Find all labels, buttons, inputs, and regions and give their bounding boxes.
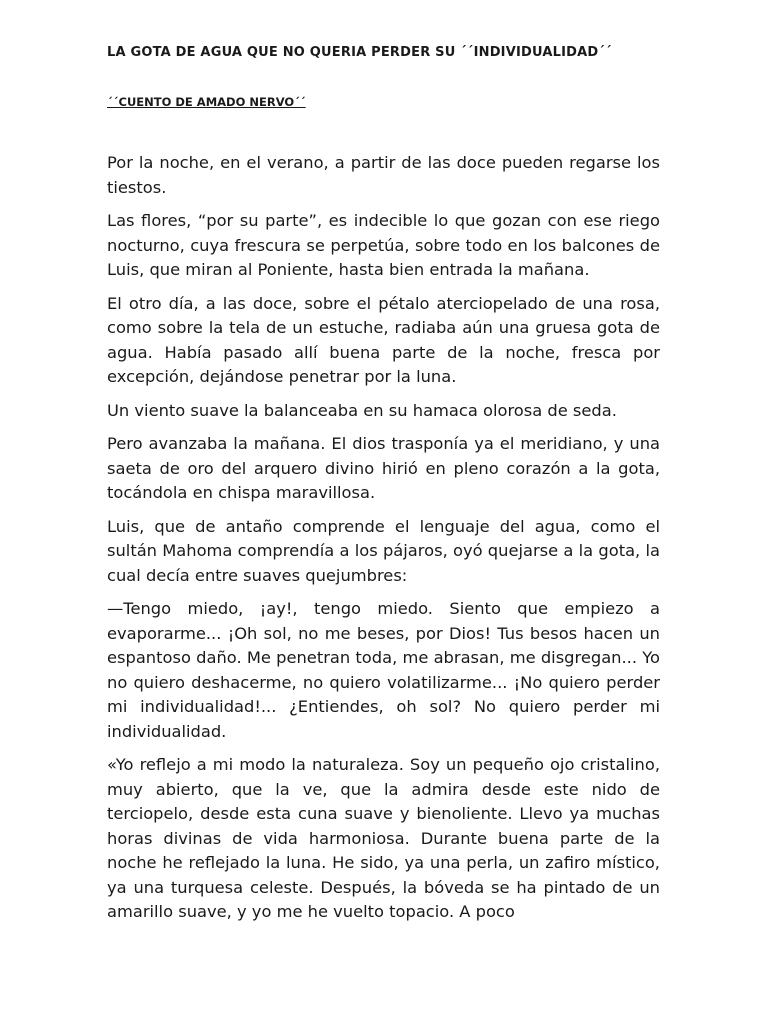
- paragraph: —Tengo miedo, ¡ay!, tengo miedo. Siento que empiezo a evaporarme... ¡Oh sol, no me beses, por Dios! Tus besos hacen un espantoso daño. Me penetran toda, me abrasan, me disgregan... Yo no quiero deshacerme, no quiero volatilizarme... ¡No quiero perder mi individualidad!... ¿Entiendes, oh sol? No quiero perder mi individualidad.: [107, 599, 660, 741]
- paragraph: «Yo reflejo a mi modo la naturaleza. Soy un pequeño ojo cristalino, muy abierto, que la ve, que la admira desde este nido de terciopelo, desde esta cuna suave y bienoliente. Llevo ya muchas horas divinas de vida harmoniosa. Durante buena parte de la noche he reflejado la luna. He sido, ya una perla, un zafiro místico, ya una turquesa celeste. Después, la bóveda se ha pintado de un amarillo suave, y yo me he vuelto topacio. A poco: [107, 755, 660, 921]
- paragraph: Pero avanzaba la mañana. El dios trasponía ya el meridiano, y una saeta de oro del arquero divino hirió en pleno corazón a la gota, tocándola en chispa maravillosa.: [107, 434, 660, 502]
- paragraph: Luis, que de antaño comprende el lenguaje del agua, como el sultán Mahoma comprendía a los pájaros, oyó quejarse a la gota, la cual decía entre suaves quejumbres:: [107, 516, 660, 585]
- story-body: [107, 151, 660, 934]
- paragraph: El otro día, a las doce, sobre el pétalo aterciopelado de una rosa, como sobre la tela de un estuche, radiaba aún una gruesa gota de agua. Había pasado allí buena parte de la noche, fresca por excepción, dejándose penetrar por la luna.: [107, 293, 660, 386]
- paragraph: Un viento suave la balanceaba en su hamaca olorosa de seda.: [107, 400, 617, 420]
- paragraph: Las flores, “por su parte”, es indecible lo que gozan con ese riego nocturno, cuya frescura se perpetúa, sobre todo en los balcones de Luis, que miran al Poniente, hasta bien entrada la mañana.: [107, 211, 660, 279]
- document-subtitle: ´´CUENTO DE AMADO NERVO´´: [107, 95, 306, 109]
- paragraph: Por la noche, en el verano, a partir de las doce pueden regarse los tiestos.: [107, 153, 660, 197]
- document-title: LA GOTA DE AGUA QUE NO QUERIA PERDER SU ´´INDIVIDUALIDAD´´: [107, 45, 612, 60]
